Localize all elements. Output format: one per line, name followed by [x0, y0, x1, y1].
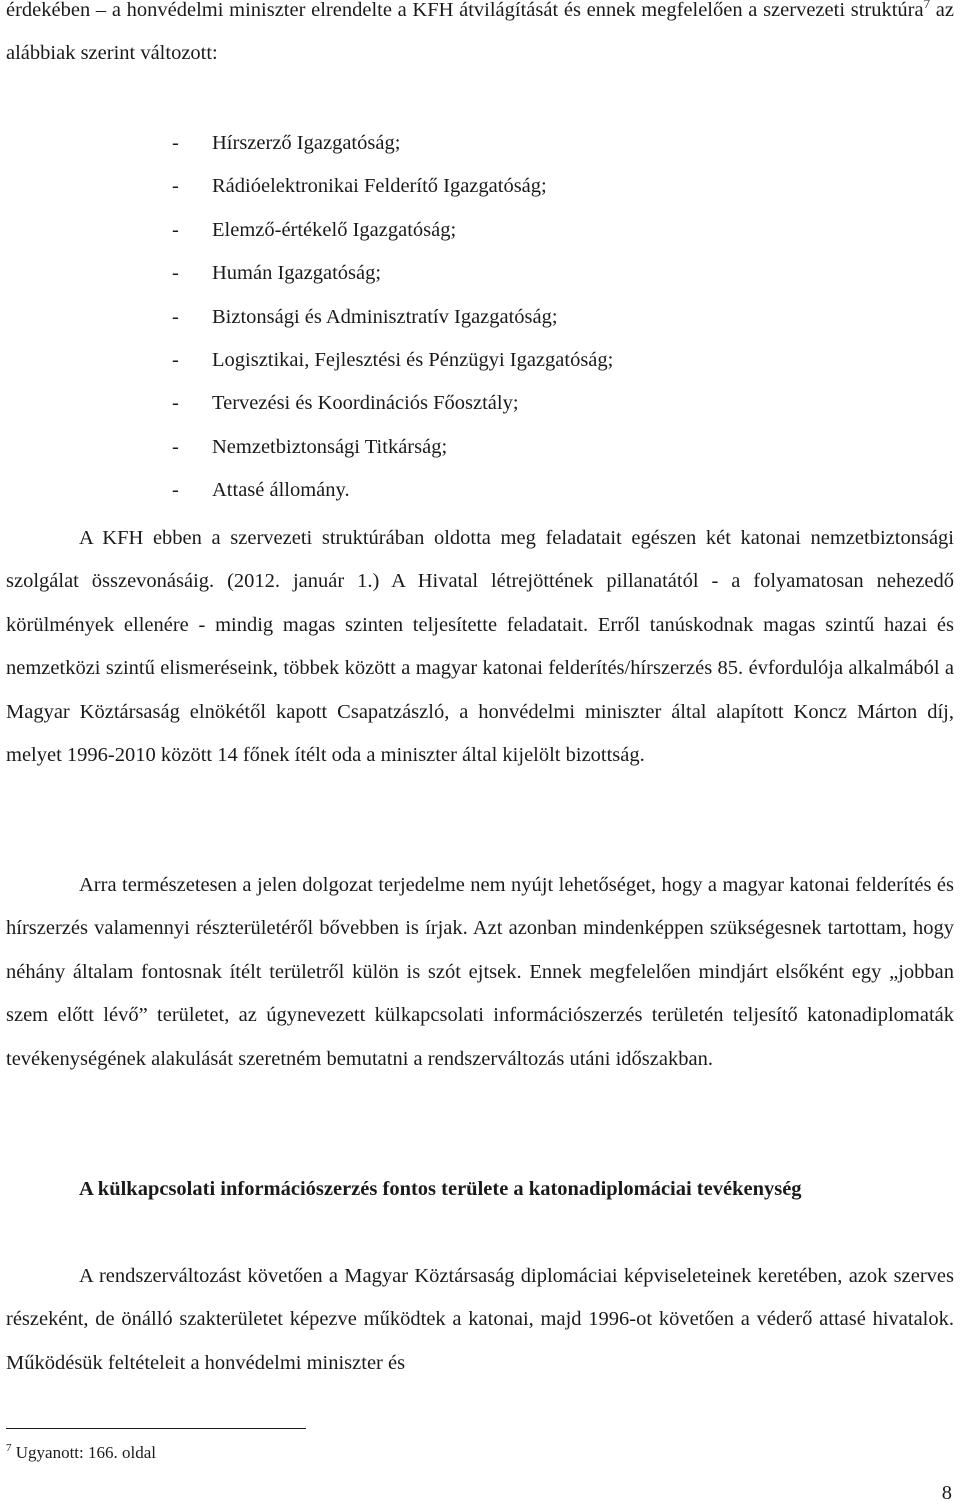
paragraph-kfh-structure: A KFH ebben a szervezeti struktúrában oldotta meg feladatait egészen két katonai nemzetbiztonsági szolgálat összevonásáig. (2012. január 1.) A Hivatal létrejöttének pillanatától - a folyamatosan nehezedő körülmények ellenére - mindig magas szinten teljesítette feladatait. Erről tanúskodnak magas szintű hazai és nemzetközi szintű elismeréseink, többek között a magyar katonai felderítés/hírszerzés 85. évfordulója alkalmából a Magyar Köztársaság elnökétől kapott Csapatzászló, a honvédelmi miniszter által alapított Koncz Márton díj, melyet 1996-2010 között 14 főnek ítélt oda a miniszter által kijelölt bizottság. — [6, 527, 954, 767]
list-dash: - — [172, 392, 179, 415]
list-item-text: Logisztikai, Fejlesztési és Pénzügyi Igazgatóság; — [212, 349, 614, 372]
list-item-text: Elemző-értékelő Igazgatóság; — [212, 218, 457, 241]
section-heading: A külkapcsolati információszerzés fontos területe a katonadiplomáciai tevékenység — [79, 1178, 802, 1200]
list-item — [172, 209, 613, 252]
list-dash: - — [172, 435, 179, 458]
list-item-text: Humán Igazgatóság; — [212, 262, 382, 285]
footnote-number: 7 — [6, 1442, 12, 1454]
paragraph-attache: A rendszerváltozást követően a Magyar Köztársaság diplomáciai képviseleteinek keretében, azok szerves részeként, de önálló szakterületet képezve működtek a katonai, majd 1996-ot követően a véderő attasé hivatalok. Működésük feltételeit a honvédelmi miniszter és — [6, 1265, 954, 1374]
list-dash: - — [172, 262, 179, 285]
intro-text-end: az alábbiak szerint változott: — [6, 0, 954, 65]
page-number: 8 — [941, 1482, 952, 1504]
list-dash: - — [172, 305, 179, 328]
footnote — [6, 1438, 156, 1468]
intro-paragraph — [6, 0, 954, 76]
list-item-text: Nemzetbiztonsági Titkárság; — [212, 435, 448, 458]
list-dash: - — [172, 218, 179, 241]
list-dash: - — [172, 175, 179, 198]
list-item — [172, 165, 613, 208]
list-item — [172, 122, 613, 165]
list-dash: - — [172, 132, 179, 154]
list-dash: - — [172, 479, 179, 502]
list-item-text: Attasé állomány. — [212, 479, 350, 502]
footnote-separator — [6, 1428, 306, 1429]
list-item — [172, 426, 613, 469]
list-item — [172, 382, 613, 425]
directorate-list — [172, 122, 613, 513]
paragraph-scope: Arra természetesen a jelen dolgozat terjedelme nem nyújt lehetőséget, hogy a magyar katonai felderítés és hírszerzés valamennyi részterületéről bővebben is írjak. Azt azonban mindenképpen szükségesnek tartottam, hogy néhány általam fontosnak ítélt területről külön is szót ejtsek. Ennek megfelelően mindjárt elsőként egy „jobban szem előtt lévő” területet, az úgynevezett külkapcsolati információszerzés területén teljesítő katonadiplomaták tevékenységének alakulását szeretném bemutatni a rendszerváltozás utáni időszakban. — [6, 874, 954, 1070]
list-item-text: Rádióelektronikai Felderítő Igazgatóság; — [212, 175, 547, 198]
list-item-text: Biztonsági és Adminisztratív Igazgatóság; — [212, 305, 558, 328]
footnote-ref[interactable]: 7 — [923, 0, 931, 11]
intro-text: érdekében – a honvédelmi miniszter elrendelte a KFH átvilágítását és ennek megfelelően a szervezeti struktúra — [6, 0, 924, 21]
list-dash: - — [172, 349, 179, 372]
footnote-text: Ugyanott: 166. oldal — [11, 1443, 156, 1462]
list-item-text: Tervezési és Koordinációs Főosztály; — [212, 392, 519, 415]
list-item — [172, 296, 613, 339]
list-item — [172, 469, 613, 512]
list-item — [172, 252, 613, 295]
list-item-text: Hírszerző Igazgatóság; — [212, 132, 401, 154]
list-item — [172, 339, 613, 382]
